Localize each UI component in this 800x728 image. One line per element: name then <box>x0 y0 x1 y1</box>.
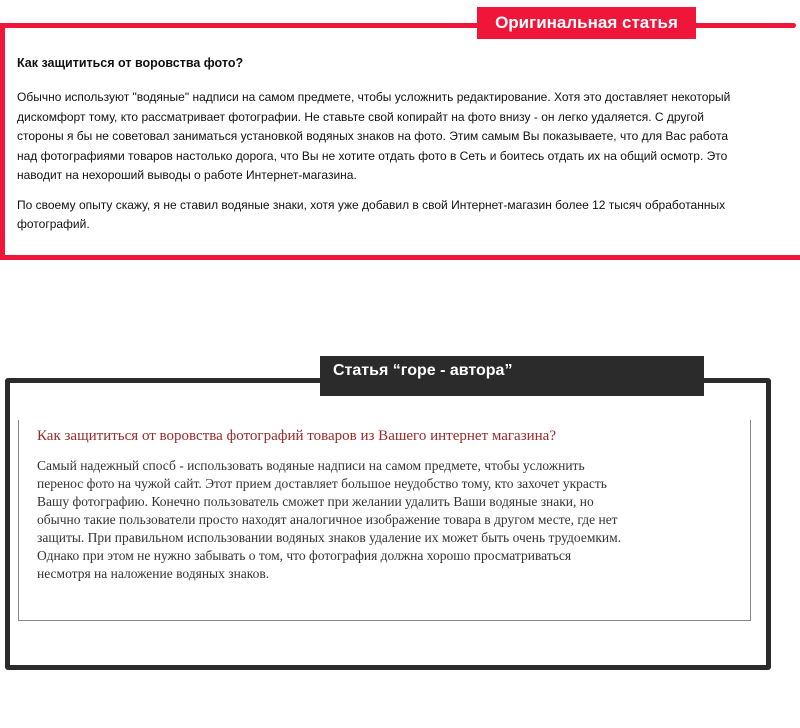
text-line: наводит на нехороший выводы о работе Интернет-магазина. <box>17 168 357 182</box>
text-line: Обычно используют "водяные" надписи на самом предмете, чтобы усложнить редактирование. Хотя это доставляет некоторый <box>17 90 731 104</box>
text-line: стороны я бы не советовал заниматься установкой водяных знаков на фото. Этим самым Вы показываете, что для Вас работа <box>17 129 729 143</box>
original-frame-left <box>0 23 5 260</box>
original-paragraph-1 <box>17 88 797 186</box>
text-line: несмотря на наложение водяных знаков. <box>37 566 270 581</box>
copy-paragraph <box>37 457 749 583</box>
copy-article-label: Статья “горе - автора” <box>320 356 704 396</box>
copy-article-title: Как защититься от воровства фотографий товаров из Вашего интернет магазина? <box>37 428 556 444</box>
original-article-title: Как защититься от воровства фото? <box>17 56 244 70</box>
text-line: Вашу фотографию. Конечно пользователь сможет при желании удалить Ваши водяные знаки, но <box>37 494 594 509</box>
text-line: дискомфорт тому, кто рассматривает фотографии. Не ставьте свой копирайт на фото внизу - он легко удаляется. С другой <box>17 109 704 124</box>
copy-article <box>37 428 749 583</box>
text-line: перенос фото на чужой сайт. Этот прием доставляет большое неудобство тому, кто захочет украсть <box>37 476 607 491</box>
original-frame-bottom <box>0 255 800 260</box>
text-line: По своему опыту скажу, я не ставил водяные знаки, хотя уже добавил в свой Интернет-магазин более 12 тысяч обработанных <box>17 197 726 212</box>
text-line: обычно такие пользователи просто находят аналогичное изображение товара в другом месте, где нет <box>37 512 618 527</box>
original-article <box>17 50 797 245</box>
text-line: Однако при этом не нужно забывать о том, что фотография должна хорошо просматриваться <box>37 548 572 563</box>
original-paragraph-2 <box>17 196 797 235</box>
original-article-label: Оригинальная статья <box>477 7 696 39</box>
text-line: Самый надежный спосб - использовать водяные надписи на самом предмете, чтобы усложнить <box>37 458 585 473</box>
text-line: защиты. При правильном использовании водяных знаков удаление их может быть очень трудоемким. <box>37 530 622 545</box>
text-line: над фотографиями товаров настолько дорога, что Вы не хотите отдать фото в Сеть и боитесь отдать их на общий осмотр. Это <box>17 148 728 163</box>
text-line: фотографий. <box>17 217 90 231</box>
